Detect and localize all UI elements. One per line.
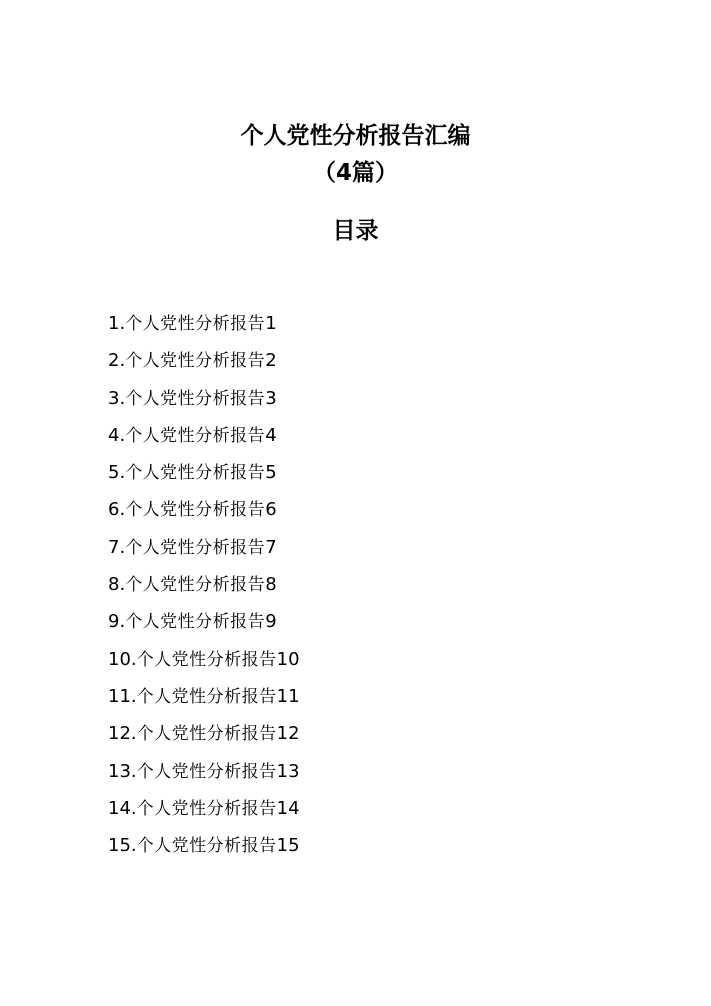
toc-entry[interactable] bbox=[108, 797, 300, 834]
toc-entry-page-number: 2 bbox=[265, 350, 277, 372]
toc-entry[interactable] bbox=[108, 461, 300, 498]
toc-entry-number: 5. bbox=[108, 462, 126, 484]
toc-entry-page-number: 8 bbox=[265, 574, 277, 596]
toc-entry-title: 个人党性分析报告 bbox=[125, 425, 266, 446]
toc-entry-title: 个人党性分析报告 bbox=[136, 724, 277, 745]
toc-entry[interactable] bbox=[108, 722, 300, 759]
toc-entry[interactable] bbox=[108, 573, 300, 610]
toc-entry-page-number: 11 bbox=[276, 685, 300, 707]
toc-entry-page-number: 6 bbox=[265, 499, 277, 521]
toc-entry-page-number: 10 bbox=[276, 648, 300, 670]
toc-entry-page-number: 4 bbox=[265, 424, 277, 446]
toc-heading: 目录 bbox=[332, 217, 379, 244]
toc-entry-title: 个人党性分析报告 bbox=[125, 612, 266, 633]
toc-entry-title: 个人党性分析报告 bbox=[125, 537, 266, 558]
toc-entry-page-number: 1 bbox=[265, 313, 277, 334]
toc-entry[interactable] bbox=[108, 424, 300, 461]
toc-entry[interactable] bbox=[108, 760, 300, 797]
toc-entry-page-number: 3 bbox=[265, 387, 277, 409]
toc-entry-number: 4. bbox=[108, 424, 126, 446]
toc-entry-number: 7. bbox=[108, 536, 126, 558]
toc-entry-title: 个人党性分析报告 bbox=[125, 500, 266, 521]
toc-entry-page-number: 13 bbox=[276, 760, 300, 782]
toc-entry-page-number: 12 bbox=[276, 723, 300, 745]
toc-entry-title: 个人党性分析报告 bbox=[125, 575, 266, 596]
toc-entry-number: 15. bbox=[108, 835, 137, 857]
toc-entry[interactable] bbox=[108, 685, 300, 722]
toc-entry-number: 11. bbox=[108, 685, 137, 707]
document-title: 个人党性分析报告汇编 bbox=[240, 122, 471, 149]
toc-entry-title: 个人党性分析报告 bbox=[136, 798, 277, 819]
toc-entry-title: 个人党性分析报告 bbox=[125, 463, 266, 484]
toc-entry[interactable] bbox=[108, 312, 300, 349]
toc-entry[interactable] bbox=[108, 610, 300, 647]
toc-entry-number: 9. bbox=[108, 611, 126, 633]
toc-entry-number: 8. bbox=[108, 574, 126, 596]
toc-entry-page-number: 15 bbox=[276, 835, 300, 857]
toc-entry-number: 13. bbox=[108, 760, 137, 782]
toc-entry-title: 个人党性分析报告 bbox=[125, 388, 266, 409]
toc-entry-number: 14. bbox=[108, 797, 137, 819]
toc-entry-title: 个人党性分析报告 bbox=[136, 836, 277, 857]
table-of-contents bbox=[108, 312, 300, 871]
toc-entry[interactable] bbox=[108, 536, 300, 573]
toc-entry-number: 3. bbox=[108, 387, 126, 409]
toc-entry[interactable] bbox=[108, 648, 300, 685]
toc-entry-title: 个人党性分析报告 bbox=[136, 649, 277, 670]
toc-entry-number: 2. bbox=[108, 350, 126, 372]
toc-entry-title: 个人党性分析报告 bbox=[125, 314, 266, 334]
toc-entry-number: 10. bbox=[108, 648, 137, 670]
toc-entry-number: 6. bbox=[108, 499, 126, 521]
toc-entry-number: 12. bbox=[108, 723, 137, 745]
toc-entry[interactable] bbox=[108, 834, 300, 871]
toc-entry-page-number: 9 bbox=[265, 611, 277, 633]
toc-entry-title: 个人党性分析报告 bbox=[125, 351, 266, 372]
toc-entry-title: 个人党性分析报告 bbox=[136, 686, 277, 707]
toc-entry-page-number: 14 bbox=[276, 797, 300, 819]
toc-entry-page-number: 5 bbox=[265, 462, 277, 484]
toc-entry-title: 个人党性分析报告 bbox=[136, 761, 277, 782]
toc-entry-page-number: 7 bbox=[265, 536, 277, 558]
toc-entry[interactable] bbox=[108, 349, 300, 386]
document-subtitle: （4篇） bbox=[312, 160, 398, 186]
toc-entry[interactable] bbox=[108, 387, 300, 424]
toc-entry-number: 1. bbox=[108, 313, 126, 334]
toc-entry[interactable] bbox=[108, 498, 300, 535]
